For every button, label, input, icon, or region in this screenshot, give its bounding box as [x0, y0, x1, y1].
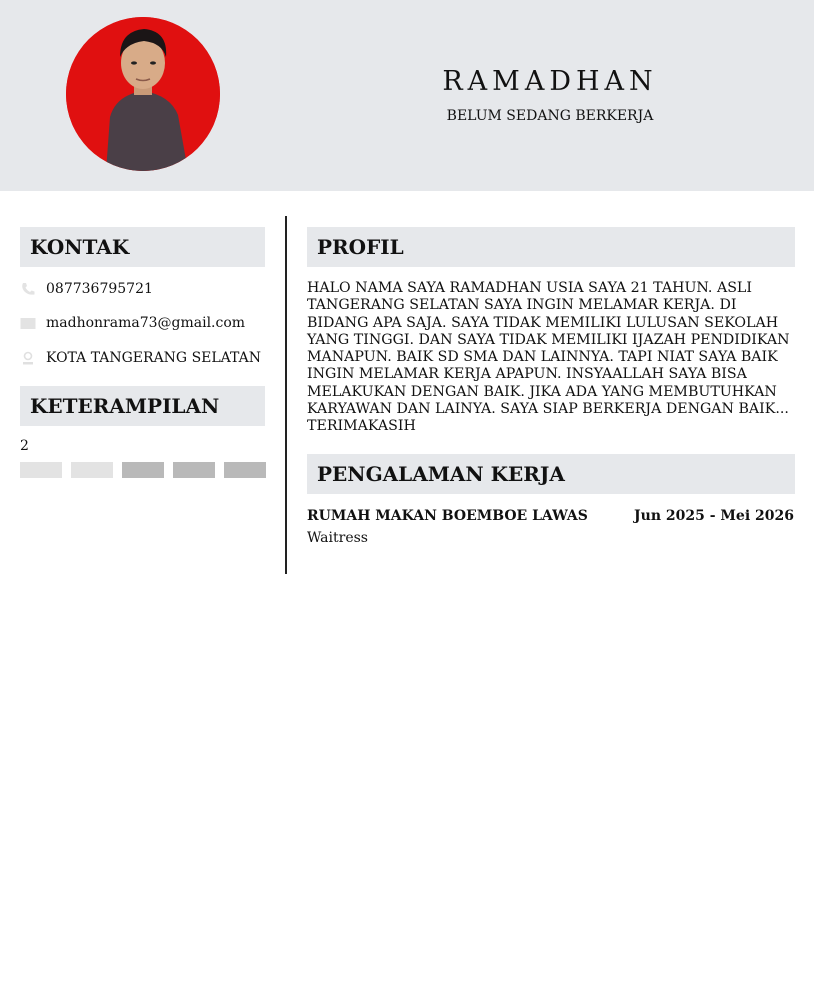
location-icon: [20, 351, 36, 365]
contact-location: [20, 348, 270, 368]
email-icon: [20, 316, 36, 330]
skill-level-segment: [122, 462, 164, 478]
contact-email: [20, 313, 270, 333]
skill-name: 2: [20, 438, 29, 454]
phone-icon: [20, 282, 36, 296]
location-text: KOTA TANGERANG SELATAN: [46, 350, 261, 366]
job-role: Waitress: [307, 530, 368, 546]
phone-number: 087736795721: [46, 281, 153, 297]
resume-header: [0, 0, 814, 191]
employment-status: BELUM SEDANG BERKERJA: [446, 108, 654, 124]
skill-level-segment: [71, 462, 113, 478]
skill-level-segment: [173, 462, 215, 478]
column-divider: [285, 216, 287, 574]
skill-level-segment: [224, 462, 266, 478]
email-address: madhonrama73@gmail.com: [46, 315, 246, 331]
avatar: [66, 17, 220, 171]
contact-section-title: KONTAK: [20, 227, 265, 267]
avatar-photo: [66, 17, 220, 171]
contact-phone: [20, 279, 270, 299]
profile-section-title: PROFIL: [307, 227, 795, 267]
profile-description: HALO NAMA SAYA RAMADHAN USIA SAYA 21 TAHUN. ASLI TANGERANG SELATAN SAYA INGIN MELAMAR KERJA. DI BIDANG APA SAJA. SAYA TIDAK MEMILIKI LULUSAN SEKOLAH YANG TINGGI. DAN SAYA TIDAK MEMILIKI IJAZAH PENDIDIKAN MANAPUN. BAIK SD SMA DAN LAINNYA. TAPI NIAT SAYA BAIK INGIN MELAMAR KERJA APAPUN. INSYAALLAH SAYA BISA MELAKUKAN DENGAN BAIK. JIKA ADA YANG MEMBUTUHKAN KARYAWAN DAN LAINYA. SAYA SIAP BERKERJA DENGAN BAIK... TERIMAKASIH: [307, 280, 790, 435]
job-company: RUMAH MAKAN BOEMBOE LAWAS: [307, 508, 588, 524]
job-dates: Jun 2025 - Mei 2026: [634, 508, 794, 524]
skills-section-title: KETERAMPILAN: [20, 386, 265, 426]
candidate-name: RAMADHAN: [442, 66, 658, 97]
experience-section-title: PENGALAMAN KERJA: [307, 454, 795, 494]
skill-level-segment: [20, 462, 62, 478]
